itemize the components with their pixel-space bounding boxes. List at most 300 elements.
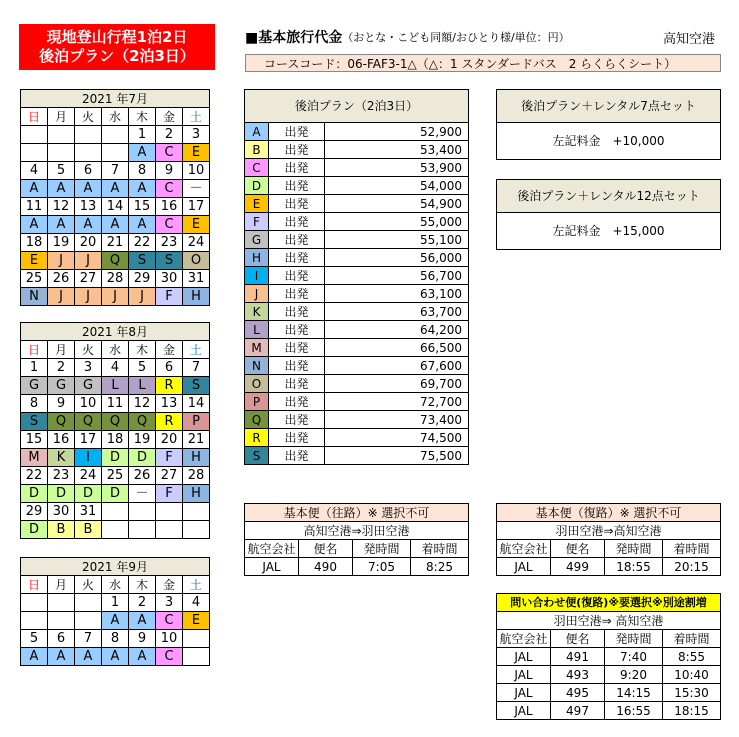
weekday-cell: 土 — [183, 341, 210, 359]
price-code-cell: D — [75, 485, 102, 503]
date-cell — [156, 503, 183, 521]
price-code-cell: G — [21, 377, 48, 395]
rental-title: 後泊プラン＋レンタル12点セット — [497, 180, 721, 213]
date-cell: 27 — [75, 270, 102, 288]
price-code-cell: A — [75, 180, 102, 198]
price-value: 69,700 — [325, 375, 469, 393]
price-code-cell: J — [75, 252, 102, 270]
flight-route-row — [497, 612, 721, 630]
price-code-cell: A — [129, 144, 156, 162]
flight-cell: 493 — [551, 666, 605, 684]
price-code-cell: N — [21, 288, 48, 306]
date-cell: 5 — [48, 162, 75, 180]
flight-cell: 8:25 — [411, 558, 469, 576]
price-code: N — [245, 357, 269, 375]
price-row — [245, 429, 469, 447]
price-code-cell: F — [156, 288, 183, 306]
price-code: C — [245, 159, 269, 177]
plan-title-box — [19, 24, 215, 70]
price-value: 73,400 — [325, 411, 469, 429]
flight-route: 羽田空港⇒ 高知空港 — [497, 612, 721, 630]
calendar-month-title: 2021 年9月 — [21, 558, 210, 576]
price-code-cell: D — [102, 485, 129, 503]
date-cell: 3 — [75, 359, 102, 377]
price-code: P — [245, 393, 269, 411]
price-code-cell: A — [21, 648, 48, 666]
rental-title-row — [497, 180, 721, 213]
price-code: B — [245, 141, 269, 159]
date-cell: 10 — [75, 395, 102, 413]
flight-cell: JAL — [245, 558, 299, 576]
price-code-cell: J — [102, 288, 129, 306]
price-value: 56,700 — [325, 267, 469, 285]
departure-label: 出発 — [269, 195, 325, 213]
weekday-cell: 木 — [129, 108, 156, 126]
code-row — [21, 485, 210, 503]
price-code-cell: H — [183, 288, 210, 306]
flight-header-cell: 発時間 — [605, 540, 663, 558]
price-code-cell — [156, 521, 183, 539]
date-cell: 8 — [21, 395, 48, 413]
date-row — [21, 234, 210, 252]
price-code-cell: B — [48, 521, 75, 539]
price-code-cell: E — [183, 612, 210, 630]
flight-cell: 7:40 — [605, 648, 663, 666]
price-code-cell — [102, 521, 129, 539]
date-cell — [102, 503, 129, 521]
departure-label: 出発 — [269, 213, 325, 231]
date-cell: 12 — [48, 198, 75, 216]
date-row — [21, 198, 210, 216]
price-code-cell: A — [21, 216, 48, 234]
date-cell: 31 — [183, 270, 210, 288]
price-code-cell: D — [21, 485, 48, 503]
date-cell: 29 — [129, 270, 156, 288]
price-code-cell: A — [102, 180, 129, 198]
date-cell — [129, 503, 156, 521]
date-cell: 26 — [129, 467, 156, 485]
date-cell: 28 — [183, 467, 210, 485]
flight-inquiry — [496, 593, 721, 720]
price-code: S — [245, 447, 269, 465]
price-code-cell: C — [156, 144, 183, 162]
price-code-cell: E — [21, 252, 48, 270]
price-code-cell: E — [183, 216, 210, 234]
date-cell: 6 — [75, 162, 102, 180]
departure-label: 出発 — [269, 177, 325, 195]
calendar-caption-row — [21, 323, 210, 341]
price-row — [245, 411, 469, 429]
code-row — [21, 612, 210, 630]
price-code-cell: M — [21, 449, 48, 467]
calendar-august — [20, 322, 210, 539]
weekday-cell: 月 — [48, 576, 75, 594]
departure-label: 出発 — [269, 375, 325, 393]
date-cell: 8 — [129, 162, 156, 180]
departure-label: 出発 — [269, 357, 325, 375]
departure-label: 出発 — [269, 267, 325, 285]
date-cell: 9 — [156, 162, 183, 180]
price-code-cell: F — [156, 449, 183, 467]
rental-title: 後泊プラン＋レンタル7点セット — [497, 90, 721, 123]
date-cell — [183, 630, 210, 648]
price-code-cell: A — [48, 180, 75, 198]
price-code: Q — [245, 411, 269, 429]
price-code-cell: L — [129, 377, 156, 395]
flight-row — [497, 666, 721, 684]
price-code-cell: D — [21, 521, 48, 539]
rental-title-row — [497, 90, 721, 123]
date-cell: 4 — [102, 359, 129, 377]
date-cell: 21 — [102, 234, 129, 252]
price-code-cell: O — [183, 252, 210, 270]
flight-row — [497, 648, 721, 666]
date-cell: 24 — [75, 467, 102, 485]
code-row — [21, 288, 210, 306]
flight-title: 基本便（復路）※ 選択不可 — [497, 504, 721, 522]
flight-cell: JAL — [497, 648, 551, 666]
code-row — [21, 413, 210, 431]
price-row — [245, 447, 469, 465]
price-header-main: ■基本旅行代金 — [245, 30, 343, 46]
price-code-cell: C — [156, 216, 183, 234]
date-cell: 24 — [183, 234, 210, 252]
price-code-cell: J — [48, 288, 75, 306]
flight-table — [496, 503, 721, 576]
price-row — [245, 285, 469, 303]
date-cell: 14 — [183, 395, 210, 413]
calendar-july — [20, 89, 210, 306]
price-table — [244, 89, 469, 465]
flight-header-cell: 便名 — [551, 630, 605, 648]
price-code: H — [245, 249, 269, 267]
rental-body-row — [497, 213, 721, 250]
weekday-cell: 土 — [183, 576, 210, 594]
flight-cell: 8:55 — [663, 648, 721, 666]
weekday-cell: 金 — [156, 108, 183, 126]
price-code: L — [245, 321, 269, 339]
price-code-cell: C — [156, 180, 183, 198]
date-cell: 10 — [183, 162, 210, 180]
price-value: 54,000 — [325, 177, 469, 195]
weekday-cell: 土 — [183, 108, 210, 126]
date-cell: 6 — [48, 630, 75, 648]
date-cell: 16 — [48, 431, 75, 449]
date-row — [21, 467, 210, 485]
price-code: F — [245, 213, 269, 231]
price-row — [245, 213, 469, 231]
date-cell: 28 — [102, 270, 129, 288]
code-row — [21, 252, 210, 270]
price-code-cell: F — [156, 485, 183, 503]
date-cell: 23 — [156, 234, 183, 252]
date-cell: 25 — [102, 467, 129, 485]
price-row — [245, 321, 469, 339]
flight-cell: 490 — [299, 558, 353, 576]
price-code-cell — [48, 612, 75, 630]
price-code-cell: Q — [48, 413, 75, 431]
price-row — [245, 339, 469, 357]
date-cell: 20 — [156, 431, 183, 449]
date-cell: 3 — [156, 594, 183, 612]
flight-route: 高知空港⇒羽田空港 — [245, 522, 469, 540]
flight-cell: JAL — [497, 666, 551, 684]
rental-table — [496, 89, 721, 160]
price-value: 63,700 — [325, 303, 469, 321]
flight-header-cell: 航空会社 — [497, 540, 551, 558]
price-code: G — [245, 231, 269, 249]
date-cell: 19 — [129, 431, 156, 449]
price-code-cell: R — [156, 413, 183, 431]
price-code-cell: A — [48, 648, 75, 666]
price-code-cell: A — [21, 180, 48, 198]
flight-cell: 10:40 — [663, 666, 721, 684]
calendar-month-title: 2021 年7月 — [21, 90, 210, 108]
flight-cell: 9:20 — [605, 666, 663, 684]
price-code-cell: C — [156, 648, 183, 666]
price-code-cell: A — [102, 612, 129, 630]
date-cell: 9 — [48, 395, 75, 413]
flight-title: 基本便（往路）※ 選択不可 — [245, 504, 469, 522]
price-code-cell: K — [48, 449, 75, 467]
date-row — [21, 431, 210, 449]
date-cell — [21, 594, 48, 612]
date-cell: 1 — [129, 126, 156, 144]
departure-airport: 高知空港 — [662, 31, 715, 47]
price-code-cell: B — [75, 521, 102, 539]
price-code-cell: J — [75, 288, 102, 306]
price-code-cell: S — [183, 377, 210, 395]
flight-header-row — [497, 630, 721, 648]
date-cell: 18 — [102, 431, 129, 449]
price-code-cell: D — [129, 449, 156, 467]
date-cell: 15 — [21, 431, 48, 449]
code-row — [21, 449, 210, 467]
flight-header-cell: 着時間 — [663, 630, 721, 648]
price-row — [245, 357, 469, 375]
flight-cell: 7:05 — [353, 558, 411, 576]
price-code-cell: J — [129, 288, 156, 306]
date-cell: 4 — [21, 162, 48, 180]
price-table-title: 後泊プラン（2泊3日） — [245, 90, 469, 123]
price-code-cell — [183, 521, 210, 539]
flight-outbound — [244, 503, 469, 576]
price-code-cell — [21, 612, 48, 630]
price-code-cell: A — [129, 216, 156, 234]
date-cell: 31 — [75, 503, 102, 521]
price-value: 56,000 — [325, 249, 469, 267]
date-cell: 19 — [48, 234, 75, 252]
date-cell — [75, 126, 102, 144]
price-code: R — [245, 429, 269, 447]
code-row — [21, 144, 210, 162]
flight-route-row — [245, 522, 469, 540]
rental-table — [496, 179, 721, 250]
flight-title: 問い合わせ便(復路)※要選択※別途割増 — [497, 594, 721, 612]
price-row — [245, 195, 469, 213]
weekday-cell: 日 — [21, 108, 48, 126]
flight-title-row — [497, 594, 721, 612]
price-code-cell: A — [75, 648, 102, 666]
price-header — [245, 27, 735, 47]
flight-header-cell: 着時間 — [411, 540, 469, 558]
departure-label: 出発 — [269, 321, 325, 339]
price-value: 66,500 — [325, 339, 469, 357]
price-code-cell: Q — [102, 413, 129, 431]
date-cell: 2 — [156, 126, 183, 144]
price-value: 54,900 — [325, 195, 469, 213]
flight-cell: 495 — [551, 684, 605, 702]
code-row — [21, 216, 210, 234]
price-row — [245, 303, 469, 321]
rental-price: 左記料金 +15,000 — [497, 213, 721, 250]
price-code-cell — [21, 144, 48, 162]
rental-price: 左記料金 +10,000 — [497, 123, 721, 160]
price-code: E — [245, 195, 269, 213]
calendar-month-title: 2021 年8月 — [21, 323, 210, 341]
flight-cell: 497 — [551, 702, 605, 720]
flight-header-row — [245, 540, 469, 558]
weekday-cell: 水 — [102, 576, 129, 594]
price-code: M — [245, 339, 269, 357]
price-value: 72,700 — [325, 393, 469, 411]
code-row — [21, 180, 210, 198]
date-cell: 23 — [48, 467, 75, 485]
date-cell: 25 — [21, 270, 48, 288]
flight-return — [496, 503, 721, 576]
departure-label: 出発 — [269, 123, 325, 141]
weekday-cell: 金 — [156, 341, 183, 359]
flight-title-row — [245, 504, 469, 522]
calendar-table — [20, 89, 210, 306]
rental-12-box — [496, 179, 721, 250]
price-value: 53,400 — [325, 141, 469, 159]
weekday-cell: 木 — [129, 576, 156, 594]
flight-cell: 16:55 — [605, 702, 663, 720]
date-cell — [21, 126, 48, 144]
date-cell: 11 — [21, 198, 48, 216]
price-code: A — [245, 123, 269, 141]
flight-table — [244, 503, 469, 576]
price-code-cell: － — [183, 180, 210, 198]
date-cell: 22 — [21, 467, 48, 485]
code-row — [21, 648, 210, 666]
plan-title-line1: 現地登山行程1泊2日 — [46, 28, 188, 46]
price-code-cell: A — [48, 216, 75, 234]
date-row — [21, 270, 210, 288]
rental-7-box — [496, 89, 721, 160]
price-code-cell: G — [48, 377, 75, 395]
price-value: 52,900 — [325, 123, 469, 141]
price-caption-row — [245, 90, 469, 123]
flight-cell: JAL — [497, 702, 551, 720]
price-value: 67,600 — [325, 357, 469, 375]
price-row — [245, 123, 469, 141]
weekday-cell: 日 — [21, 341, 48, 359]
price-code-cell: A — [102, 648, 129, 666]
flight-cell: 491 — [551, 648, 605, 666]
code-row — [21, 521, 210, 539]
price-code-cell — [75, 144, 102, 162]
price-code-cell: D — [48, 485, 75, 503]
flight-title-row — [497, 504, 721, 522]
price-value: 55,100 — [325, 231, 469, 249]
flight-header-cell: 着時間 — [663, 540, 721, 558]
date-cell — [183, 503, 210, 521]
price-code-cell: G — [75, 377, 102, 395]
departure-label: 出発 — [269, 231, 325, 249]
price-code-cell — [129, 521, 156, 539]
price-code-cell: H — [183, 485, 210, 503]
departure-label: 出発 — [269, 411, 325, 429]
flight-header-cell: 便名 — [299, 540, 353, 558]
date-cell: 7 — [183, 359, 210, 377]
price-code-cell — [183, 648, 210, 666]
date-cell: 2 — [129, 594, 156, 612]
price-code-cell: L — [102, 377, 129, 395]
flight-row — [245, 558, 469, 576]
flight-header-cell: 航空会社 — [245, 540, 299, 558]
departure-label: 出発 — [269, 393, 325, 411]
price-code-cell: P — [183, 413, 210, 431]
calendar-table — [20, 322, 210, 539]
date-cell: 17 — [75, 431, 102, 449]
price-code-cell: E — [183, 144, 210, 162]
flight-table — [496, 593, 721, 720]
date-cell: 3 — [183, 126, 210, 144]
code-row — [21, 377, 210, 395]
price-value: 64,200 — [325, 321, 469, 339]
price-value: 74,500 — [325, 429, 469, 447]
date-cell: 14 — [102, 198, 129, 216]
price-code-cell: I — [75, 449, 102, 467]
date-row — [21, 162, 210, 180]
date-cell: 4 — [183, 594, 210, 612]
date-row — [21, 359, 210, 377]
flight-route: 羽田空港⇒高知空港 — [497, 522, 721, 540]
price-row — [245, 393, 469, 411]
departure-label: 出発 — [269, 141, 325, 159]
price-code-cell: D — [102, 449, 129, 467]
date-cell: 30 — [48, 503, 75, 521]
price-code-cell: A — [75, 216, 102, 234]
date-cell: 13 — [156, 395, 183, 413]
flight-cell: JAL — [497, 684, 551, 702]
weekday-cell: 金 — [156, 576, 183, 594]
date-cell: 12 — [129, 395, 156, 413]
date-cell: 5 — [129, 359, 156, 377]
weekday-cell: 火 — [75, 576, 102, 594]
departure-label: 出発 — [269, 249, 325, 267]
date-cell — [75, 594, 102, 612]
date-row — [21, 503, 210, 521]
date-cell: 1 — [21, 359, 48, 377]
date-cell: 30 — [156, 270, 183, 288]
price-code-cell: Q — [129, 413, 156, 431]
flight-route-row — [497, 522, 721, 540]
weekday-cell: 月 — [48, 341, 75, 359]
flight-cell: 14:15 — [605, 684, 663, 702]
date-cell: 17 — [183, 198, 210, 216]
price-code-cell: A — [129, 648, 156, 666]
price-code: K — [245, 303, 269, 321]
price-code-cell: S — [21, 413, 48, 431]
weekday-cell: 火 — [75, 108, 102, 126]
price-code-cell: C — [156, 612, 183, 630]
price-code-cell: A — [129, 612, 156, 630]
departure-label: 出発 — [269, 429, 325, 447]
price-code-cell: A — [102, 216, 129, 234]
